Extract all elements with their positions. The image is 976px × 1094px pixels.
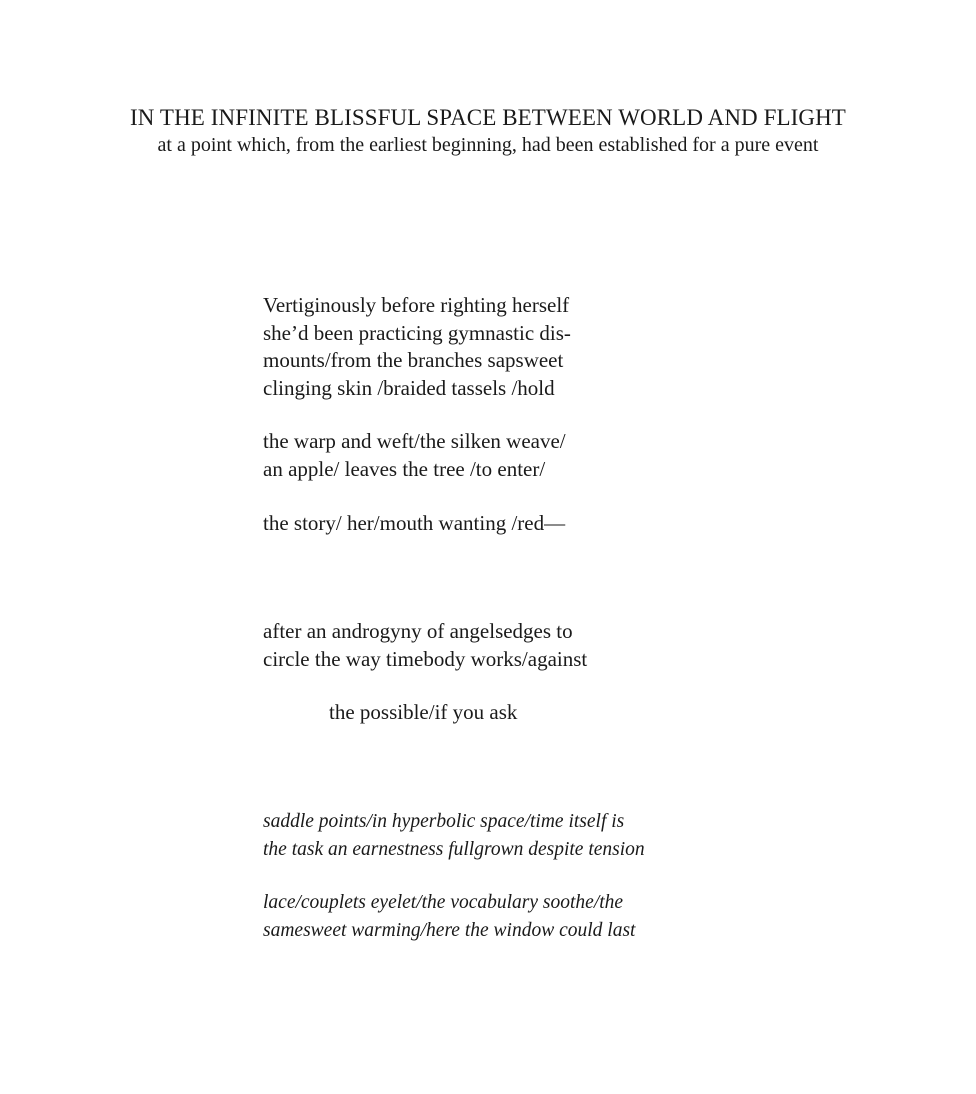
stanza-4 bbox=[263, 618, 587, 673]
poem-line: the story/ her/mouth wanting /red— bbox=[263, 511, 566, 535]
poem-line: she’d been practicing gymnastic dis- bbox=[263, 320, 571, 345]
poem-line: the possible/if you ask bbox=[329, 700, 518, 724]
poem-line: an apple/ leaves the tree /to enter/ bbox=[263, 456, 546, 481]
poem-line: saddle points/in hyperbolic space/time itself is bbox=[263, 811, 625, 832]
poem-line: after an androgyny of angelsedges to bbox=[263, 619, 573, 643]
poem-title: IN THE INFINITE BLISSFUL SPACE BETWEEN WORLD AND FLIGHT bbox=[130, 105, 846, 130]
poem-line: Vertiginously before righting herself bbox=[263, 293, 570, 317]
stanza-5-indented bbox=[329, 699, 517, 727]
poem-line: circle the way timebody works/against bbox=[263, 646, 588, 671]
poem-line: samesweet warming/here the window could last bbox=[263, 919, 636, 941]
poem-line: the warp and weft/the silken weave/ bbox=[263, 429, 566, 453]
stanza-6-italic bbox=[263, 808, 645, 863]
stanza-7-italic bbox=[263, 889, 635, 944]
poem-subtitle: at a point which, from the earliest beginning, had been established for a pure event bbox=[157, 134, 819, 156]
poem-line: mounts/from the branches sapsweet bbox=[263, 348, 564, 372]
stanza-3 bbox=[263, 510, 565, 538]
stanza-2 bbox=[263, 428, 566, 483]
poem-line: clinging skin /braided tassels /hold bbox=[263, 375, 555, 400]
poem-line: lace/couplets eyelet/the vocabulary soothe/the bbox=[263, 892, 624, 913]
stanza-1 bbox=[263, 292, 571, 402]
poem-line: the task an earnestness fullgrown despite tension bbox=[263, 838, 645, 860]
